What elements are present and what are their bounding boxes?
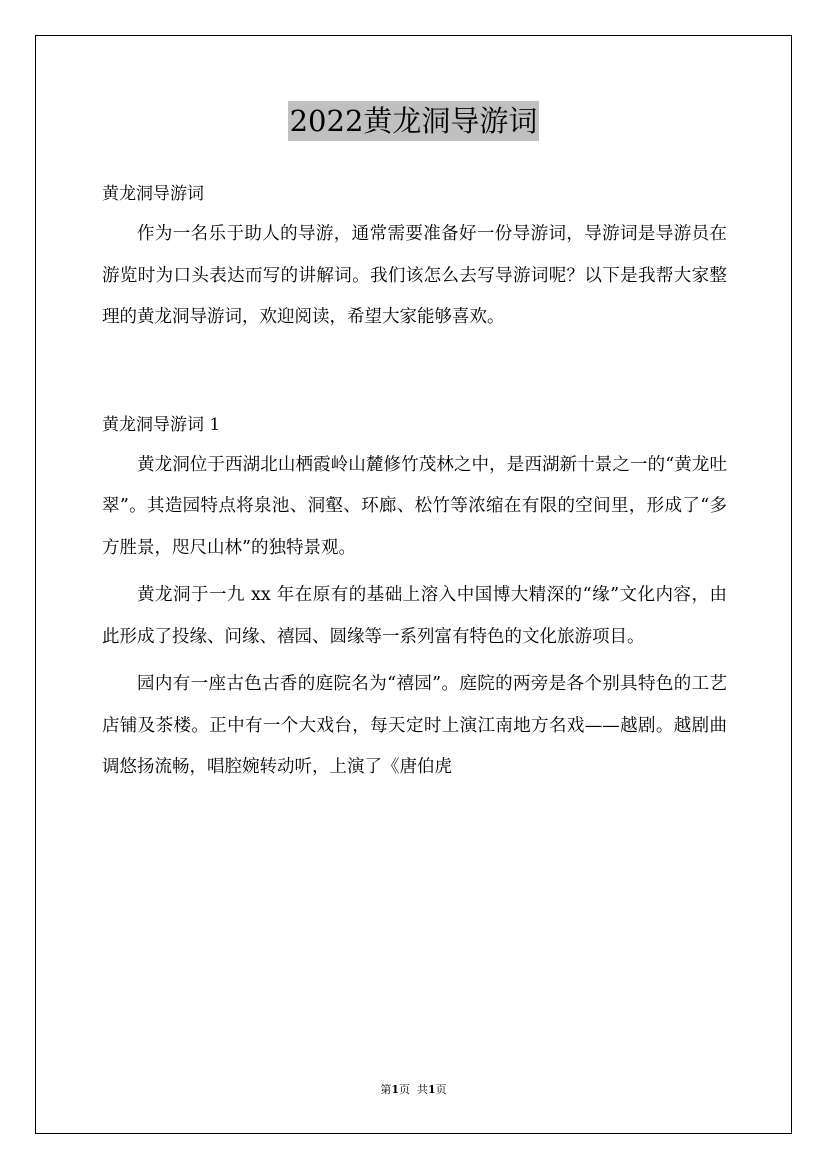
page-footer	[0, 1082, 827, 1098]
body-paragraph: 黄龙洞于一九 xx 年在原有的基础上溶入中国博大精深的“缘”文化内容，由此形成了投缘、问缘、禧园、圆缘等一系列富有特色的文化旅游项目。	[102, 585, 727, 647]
total-suffix: 页	[435, 1083, 447, 1096]
section-heading: 黄龙洞导游词 1	[102, 414, 221, 435]
body-paragraph: 黄龙洞位于西湖北山栖霞岭山麓修竹茂林之中，是西湖新十景之一的“黄龙吐翠”。其造园特点将泉池、洞壑、环廊、松竹等浓缩在有限的空间里，形成了“多方胜景，咫尺山林”的独特景观。	[102, 454, 727, 558]
document-body	[102, 174, 727, 789]
title-container	[0, 101, 827, 141]
total-pages: 1	[428, 1083, 436, 1096]
intro-paragraph: 作为一名乐于助人的导游，通常需要准备好一份导游词，导游词是导游员在游览时为口头表达而写的讲解词。我们该怎么去写导游词呢？以下是我帮大家整理的黄龙洞导游词，欢迎阅读，希望大家能够喜欢。	[102, 224, 727, 327]
page-prefix: 第	[380, 1083, 392, 1096]
document-title: 2022黄龙洞导游词	[288, 101, 540, 141]
body-paragraph: 园内有一座古色古香的庭院名为“禧园”。庭院的两旁是各个别具特色的工艺店铺及茶楼。正中有一个大戏台，每天定时上演江南地方名戏——越剧。越剧曲调悠扬流畅，唱腔婉转动听，上演了《唐伯虎	[102, 674, 727, 777]
page-suffix: 页	[399, 1083, 410, 1096]
page-number: 1	[391, 1083, 399, 1096]
section-heading: 黄龙洞导游词	[102, 184, 204, 204]
total-prefix: 共	[417, 1083, 428, 1096]
section-spacer	[102, 339, 727, 405]
